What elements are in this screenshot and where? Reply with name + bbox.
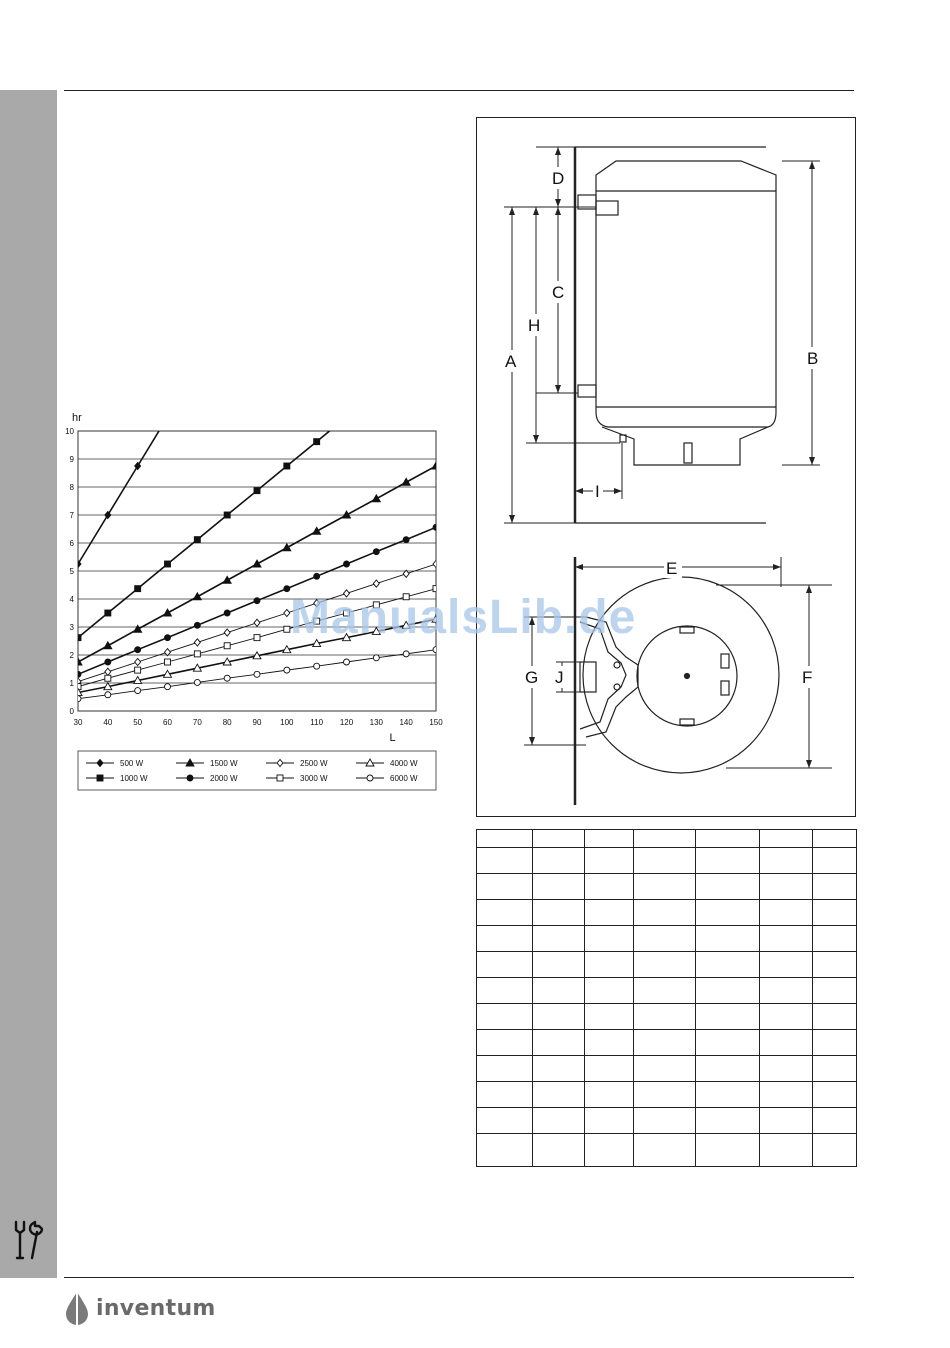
table-cell	[760, 874, 813, 900]
data-point	[373, 580, 379, 587]
table-cell	[634, 977, 696, 1003]
heating-time-chart	[60, 405, 450, 805]
drop-icon	[64, 1291, 90, 1325]
tools-icon	[8, 1218, 48, 1262]
legend-entry: 3000 W	[300, 774, 328, 783]
x-tick-label: 60	[163, 718, 172, 727]
x-tick-label: 100	[280, 718, 294, 727]
data-point	[135, 647, 141, 653]
table-cell	[813, 1081, 857, 1107]
data-point	[194, 622, 200, 628]
data-point	[344, 561, 350, 567]
table-cell	[760, 830, 813, 848]
dimension-table	[476, 829, 857, 1167]
x-tick-label: 150	[429, 718, 443, 727]
data-point	[373, 655, 379, 661]
table-cell	[533, 874, 585, 900]
x-tick-label: 140	[399, 718, 413, 727]
table-cell	[585, 1029, 634, 1055]
data-point	[314, 663, 320, 669]
data-point	[105, 659, 111, 665]
data-point	[105, 668, 111, 675]
table-cell	[533, 952, 585, 978]
table-cell	[696, 830, 760, 848]
table-cell	[813, 926, 857, 952]
label-A: A	[505, 352, 517, 371]
table-cell	[696, 1055, 760, 1081]
table-cell	[477, 1055, 533, 1081]
table-cell	[585, 830, 634, 848]
data-point	[403, 594, 409, 600]
diagram-frame	[477, 118, 856, 817]
data-point	[253, 560, 261, 567]
y-tick-label: 9	[69, 455, 74, 464]
data-point	[433, 560, 439, 567]
table-cell	[696, 1081, 760, 1107]
table-cell	[585, 1055, 634, 1081]
table-cell	[696, 900, 760, 926]
table-cell	[760, 926, 813, 952]
data-point	[224, 643, 230, 649]
x-tick-label: 30	[73, 718, 83, 727]
y-tick-label: 2	[69, 651, 74, 660]
data-point	[135, 658, 141, 665]
table-cell	[696, 874, 760, 900]
table-cell	[477, 926, 533, 952]
table-cell	[696, 952, 760, 978]
x-tick-label: 90	[252, 718, 262, 727]
y-tick-label: 8	[69, 483, 74, 492]
table-row	[477, 900, 857, 926]
table-cell	[813, 1029, 857, 1055]
data-point	[284, 667, 290, 673]
table-row	[477, 848, 857, 874]
legend-entry: 4000 W	[390, 759, 418, 768]
data-point	[344, 659, 350, 665]
data-point	[75, 696, 81, 702]
label-H: H	[528, 316, 541, 335]
x-tick-label: 40	[103, 718, 113, 727]
legend-marker	[97, 759, 103, 766]
x-tick-label: 50	[133, 718, 143, 727]
data-point	[165, 684, 171, 690]
table-cell	[533, 1081, 585, 1107]
table-cell	[696, 1133, 760, 1167]
table-cell	[533, 848, 585, 874]
table-cell	[760, 977, 813, 1003]
data-point	[135, 688, 141, 694]
data-point	[433, 647, 439, 653]
data-point	[165, 635, 171, 641]
data-point	[344, 590, 350, 597]
data-point	[164, 609, 172, 616]
data-point	[373, 549, 379, 555]
table-cell	[813, 874, 857, 900]
data-point	[373, 602, 379, 608]
table-cell	[634, 1133, 696, 1167]
legend-marker	[277, 759, 283, 766]
table-row	[477, 952, 857, 978]
data-point	[75, 635, 81, 641]
data-point	[254, 671, 260, 677]
table-cell	[634, 1055, 696, 1081]
table-cell	[634, 874, 696, 900]
table-cell	[813, 977, 857, 1003]
table-cell	[533, 900, 585, 926]
table-cell	[696, 1003, 760, 1029]
data-point	[283, 544, 291, 551]
legend-marker	[187, 775, 193, 781]
table-cell	[760, 1003, 813, 1029]
data-point	[194, 639, 200, 646]
table-cell	[813, 830, 857, 848]
data-point	[254, 619, 260, 626]
table-cell	[813, 952, 857, 978]
y-tick-label: 1	[69, 679, 74, 688]
table-cell	[477, 830, 533, 848]
table-cell	[585, 1003, 634, 1029]
x-tick-label: 80	[222, 718, 232, 727]
data-point	[105, 675, 111, 681]
dimension-diagram	[476, 117, 856, 817]
label-B: B	[807, 349, 819, 368]
table-cell	[477, 900, 533, 926]
brand-logo	[64, 1290, 216, 1326]
data-point	[135, 586, 141, 592]
y-axis-label: hr	[72, 412, 82, 424]
table-cell	[477, 1029, 533, 1055]
watermark: ManualsLib.de	[290, 591, 637, 644]
table-cell	[477, 952, 533, 978]
data-point	[433, 524, 439, 530]
table-cell	[760, 952, 813, 978]
top-arrowheads	[529, 564, 812, 768]
data-point	[224, 629, 230, 636]
table-cell	[760, 1107, 813, 1133]
legend-entry: 1000 W	[120, 774, 148, 783]
series-line	[78, 417, 347, 638]
table-row	[477, 1107, 857, 1133]
data-point	[314, 618, 320, 624]
data-point	[344, 610, 350, 616]
table-row	[477, 874, 857, 900]
table-row	[477, 1003, 857, 1029]
table-cell	[533, 926, 585, 952]
table-row	[477, 1029, 857, 1055]
table-cell	[533, 1055, 585, 1081]
data-point	[254, 488, 260, 494]
header-rule	[64, 90, 854, 91]
table-cell	[533, 1003, 585, 1029]
heater-side-view	[575, 147, 776, 523]
table-row	[477, 1055, 857, 1081]
table-cell	[634, 900, 696, 926]
table-cell	[585, 977, 634, 1003]
x-tick-label: 110	[310, 718, 324, 727]
legend-entry: 2000 W	[210, 774, 238, 783]
y-tick-label: 6	[69, 539, 74, 548]
x-tick-label: 130	[369, 718, 384, 727]
table-cell	[533, 1133, 585, 1167]
y-tick-label: 10	[65, 427, 74, 436]
legend	[78, 751, 436, 790]
y-tick-label: 5	[69, 567, 74, 576]
data-point	[254, 635, 260, 641]
legend-entry: 6000 W	[390, 774, 418, 783]
table-row	[477, 977, 857, 1003]
data-point	[135, 667, 141, 673]
table-cell	[585, 952, 634, 978]
table-cell	[533, 1107, 585, 1133]
data-point	[284, 609, 290, 616]
legend-marker	[277, 775, 283, 781]
data-point	[314, 573, 320, 579]
label-C: C	[552, 283, 565, 302]
data-point	[74, 658, 82, 665]
table-cell	[585, 1107, 634, 1133]
table-cell	[585, 900, 634, 926]
table-cell	[533, 1029, 585, 1055]
label-G: G	[525, 668, 539, 687]
data-point	[343, 511, 351, 518]
legend-entry: 2500 W	[300, 759, 328, 768]
sidebar-strip	[0, 90, 57, 1278]
table-cell	[696, 848, 760, 874]
brand-name: inventum	[96, 1295, 216, 1321]
data-point	[194, 651, 200, 657]
data-point	[134, 625, 142, 632]
table-cell	[760, 1029, 813, 1055]
table-cell	[634, 1003, 696, 1029]
data-point	[403, 651, 409, 657]
legend-marker	[97, 775, 103, 781]
table-cell	[533, 977, 585, 1003]
table-cell	[696, 1107, 760, 1133]
legend-entry: 1500 W	[210, 759, 238, 768]
table-row	[477, 830, 857, 848]
table-cell	[696, 926, 760, 952]
x-tick-label: 70	[192, 718, 202, 727]
data-point	[432, 615, 440, 622]
data-point	[104, 642, 112, 649]
table-cell	[760, 900, 813, 926]
data-point	[165, 561, 171, 567]
legend-entry: 500 W	[120, 759, 144, 768]
table-cell	[813, 1003, 857, 1029]
table-cell	[585, 1133, 634, 1167]
table-cell	[634, 1029, 696, 1055]
label-J: J	[555, 668, 564, 687]
table-cell	[634, 926, 696, 952]
top-dimension-lines	[524, 557, 832, 768]
table-row	[477, 926, 857, 952]
label-E: E	[666, 559, 678, 578]
table-cell	[477, 848, 533, 874]
table-row	[477, 1133, 857, 1167]
table-cell	[585, 848, 634, 874]
table-cell	[585, 1081, 634, 1107]
table-cell	[477, 977, 533, 1003]
table-cell	[477, 1081, 533, 1107]
data-point	[403, 537, 409, 543]
data-point	[223, 576, 231, 583]
data-point	[402, 478, 410, 485]
table-cell	[813, 848, 857, 874]
series-line	[78, 417, 168, 564]
data-point	[372, 495, 380, 502]
table-cell	[634, 830, 696, 848]
data-point	[284, 586, 290, 592]
y-tick-label: 4	[69, 595, 74, 604]
table-cell	[813, 1107, 857, 1133]
label-D: D	[552, 169, 565, 188]
data-point	[284, 626, 290, 632]
data-point	[254, 598, 260, 604]
data-point	[105, 692, 111, 698]
data-point	[433, 586, 439, 592]
data-point	[224, 512, 230, 518]
table-cell	[760, 1133, 813, 1167]
table-cell	[813, 1133, 857, 1167]
y-tick-label: 3	[69, 623, 74, 632]
table-cell	[477, 1107, 533, 1133]
table-cell	[760, 1055, 813, 1081]
side-dimension-lines	[504, 147, 820, 523]
data-point	[75, 671, 81, 677]
data-point	[193, 593, 201, 600]
table-cell	[585, 926, 634, 952]
data-point	[194, 537, 200, 543]
table-cell	[634, 848, 696, 874]
table-cell	[760, 848, 813, 874]
label-I: I	[595, 482, 600, 501]
table-row	[477, 1081, 857, 1107]
table-cell	[533, 830, 585, 848]
side-arrowheads	[509, 147, 815, 523]
data-point	[224, 610, 230, 616]
data-point	[313, 527, 321, 534]
table-cell	[813, 1055, 857, 1081]
x-tick-label: 120	[339, 718, 354, 727]
data-point	[432, 462, 440, 469]
data-point	[105, 610, 111, 616]
table-cell	[696, 977, 760, 1003]
data-point	[165, 659, 171, 665]
table-cell	[477, 1133, 533, 1167]
data-point	[284, 463, 290, 469]
x-axis-label: L	[389, 732, 396, 744]
table-cell	[634, 952, 696, 978]
table-cell	[696, 1029, 760, 1055]
y-tick-label: 7	[69, 511, 74, 520]
data-point	[314, 439, 320, 445]
data-point	[224, 675, 230, 681]
label-F: F	[802, 668, 813, 687]
table-cell	[813, 900, 857, 926]
footer-rule	[64, 1277, 854, 1278]
table-cell	[634, 1107, 696, 1133]
table-cell	[634, 1081, 696, 1107]
table-cell	[477, 874, 533, 900]
table-cell	[477, 1003, 533, 1029]
table-cell	[585, 874, 634, 900]
y-tick-label: 0	[69, 707, 74, 716]
legend-marker	[367, 775, 373, 781]
table-cell	[760, 1081, 813, 1107]
data-point	[194, 679, 200, 685]
data-point	[314, 600, 320, 607]
